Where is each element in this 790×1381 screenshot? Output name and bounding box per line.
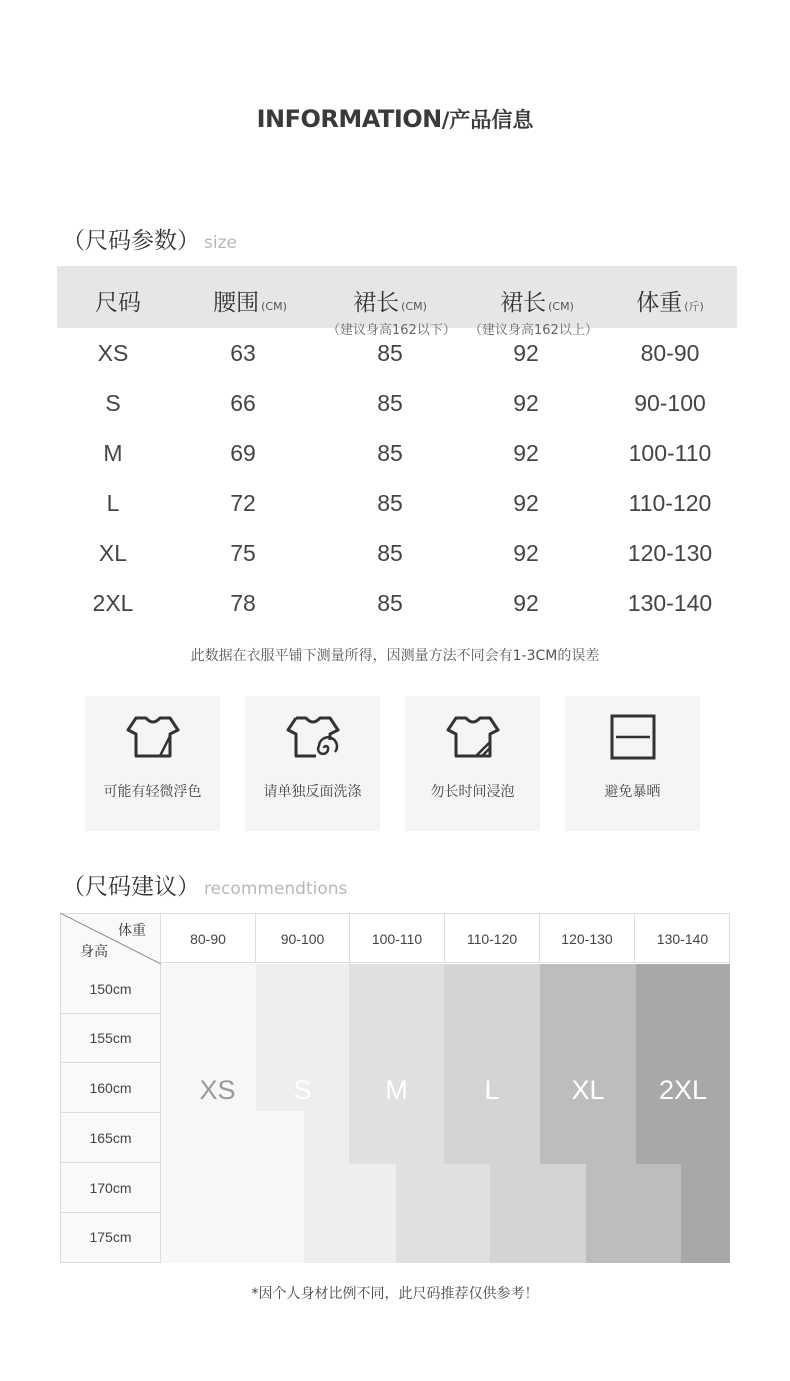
length-short-note: （建议身高162以下） <box>327 323 456 338</box>
size-label-l: L <box>484 1075 500 1105</box>
table-cell: 80-90 <box>640 340 700 366</box>
height-row-label: 175cm <box>89 1229 132 1245</box>
recommend-title-cn: （尺码建议） <box>62 874 200 900</box>
table-cell: 85 <box>377 340 403 366</box>
col-weight-label: 体重 <box>636 290 683 316</box>
col-weight-header <box>605 284 735 317</box>
weight-header: 110-120 <box>466 931 518 947</box>
table-cell: 92 <box>513 390 539 416</box>
col-waist-label: 腰围 <box>213 290 260 316</box>
page-title <box>0 104 790 134</box>
table-cell: L <box>106 490 120 516</box>
table-cell: 85 <box>377 440 403 466</box>
table-cell: 92 <box>513 490 539 516</box>
table-cell: 90-100 <box>634 390 706 416</box>
table-cell: 75 <box>230 540 256 566</box>
size-block-m <box>349 964 444 1164</box>
height-row-label: 155cm <box>89 1030 132 1046</box>
table-cell: 85 <box>377 490 403 516</box>
col-waist-unit: (CM) <box>261 300 287 313</box>
title-cn: /产品信息 <box>441 108 534 132</box>
care-card-no-soak <box>405 696 540 831</box>
care-card-wash <box>245 696 380 831</box>
recommend-section-title <box>62 868 347 901</box>
weight-header: 80-90 <box>190 931 226 947</box>
table-cell: XL <box>98 540 128 566</box>
table-cell: M <box>103 440 123 466</box>
corner-weight-label: 体重 <box>118 923 146 939</box>
care-label: 避免暴晒 <box>604 784 661 800</box>
tshirt-fade-icon <box>126 714 180 760</box>
table-cell: S <box>105 390 121 416</box>
table-cell: 85 <box>377 590 403 616</box>
weight-header: 130-140 <box>656 931 709 947</box>
size-block-l-lower <box>490 1164 586 1263</box>
size-block-xl <box>540 964 636 1164</box>
size-block-2xl <box>636 964 730 1164</box>
divider <box>60 1162 161 1163</box>
footnote: *因个人身材比例不同，此尺码推荐仅供参考！ <box>251 1286 539 1302</box>
table-cell: 110-120 <box>628 490 712 516</box>
tshirt-wash-icon <box>286 714 340 760</box>
height-row-label: 170cm <box>89 1180 132 1196</box>
size-section-title <box>62 222 237 255</box>
measurement-note: 此数据在衣服平铺下测量所得，因测量方法不同会有1-3CM的误差 <box>190 648 600 664</box>
recommend-title-en: recommendtions <box>204 879 348 899</box>
size-block-l <box>444 964 540 1164</box>
corner-height-label: 身高 <box>80 944 108 960</box>
size-title-en: size <box>204 233 237 253</box>
care-label: 勿长时间浸泡 <box>430 784 515 800</box>
size-label-xl: XL <box>571 1075 605 1105</box>
col-waist-header <box>185 284 315 317</box>
table-cell: 85 <box>377 540 403 566</box>
weight-header: 100-110 <box>371 931 423 947</box>
care-label: 请单独反面洗涤 <box>263 784 362 800</box>
col-length-long-unit: (CM) <box>548 300 574 313</box>
divider <box>60 1013 161 1014</box>
size-label-m: M <box>385 1075 408 1105</box>
care-card-no-sun <box>565 696 700 831</box>
size-label-2xl: 2XL <box>658 1075 708 1105</box>
col-length-long-header <box>472 284 602 317</box>
weight-header: 120-130 <box>561 931 613 947</box>
table-cell: XS <box>97 340 129 366</box>
table-cell: 66 <box>230 390 256 416</box>
col-size-label: 尺码 <box>95 290 141 316</box>
col-length-short-unit: (CM) <box>401 300 427 313</box>
tshirt-no-soak-icon <box>446 714 500 760</box>
care-card-fade <box>85 696 220 831</box>
size-title-cn: （尺码参数） <box>62 228 200 254</box>
no-sun-icon <box>606 714 660 760</box>
height-row-label: 160cm <box>89 1080 132 1096</box>
divider <box>60 1112 161 1113</box>
table-cell: 78 <box>230 590 256 616</box>
col-weight-unit: (斤) <box>684 300 704 313</box>
height-row-label: 165cm <box>89 1130 132 1146</box>
table-cell: 63 <box>230 340 256 366</box>
size-block-m-lower <box>396 1164 490 1263</box>
table-cell: 92 <box>513 540 539 566</box>
size-label-xs: XS <box>199 1075 236 1105</box>
table-cell: 72 <box>230 490 256 516</box>
table-cell: 85 <box>377 390 403 416</box>
divider <box>60 1062 161 1063</box>
table-cell: 100-110 <box>628 440 712 466</box>
length-long-note: （建议身高162以上） <box>469 323 598 338</box>
table-cell: 2XL <box>92 590 134 616</box>
table-cell: 69 <box>230 440 256 466</box>
divider <box>60 1212 161 1213</box>
size-block-xl-lower <box>586 1164 681 1263</box>
col-length-long-label: 裙长 <box>500 290 547 316</box>
table-cell: 130-140 <box>627 590 713 616</box>
size-block-2xl-lower <box>681 1164 730 1263</box>
weight-header: 90-100 <box>280 931 325 947</box>
col-size-header <box>58 284 178 317</box>
care-label: 可能有轻微浮色 <box>103 784 202 800</box>
col-length-short-label: 裙长 <box>353 290 400 316</box>
table-cell: 92 <box>513 590 539 616</box>
title-en: INFORMATION <box>256 105 442 133</box>
size-label-s: S <box>293 1075 312 1105</box>
table-cell: 120-130 <box>627 540 713 566</box>
col-length-short-header <box>325 284 455 317</box>
table-cell: 92 <box>513 440 539 466</box>
height-row-label: 150cm <box>89 981 132 997</box>
table-cell: 92 <box>513 340 539 366</box>
